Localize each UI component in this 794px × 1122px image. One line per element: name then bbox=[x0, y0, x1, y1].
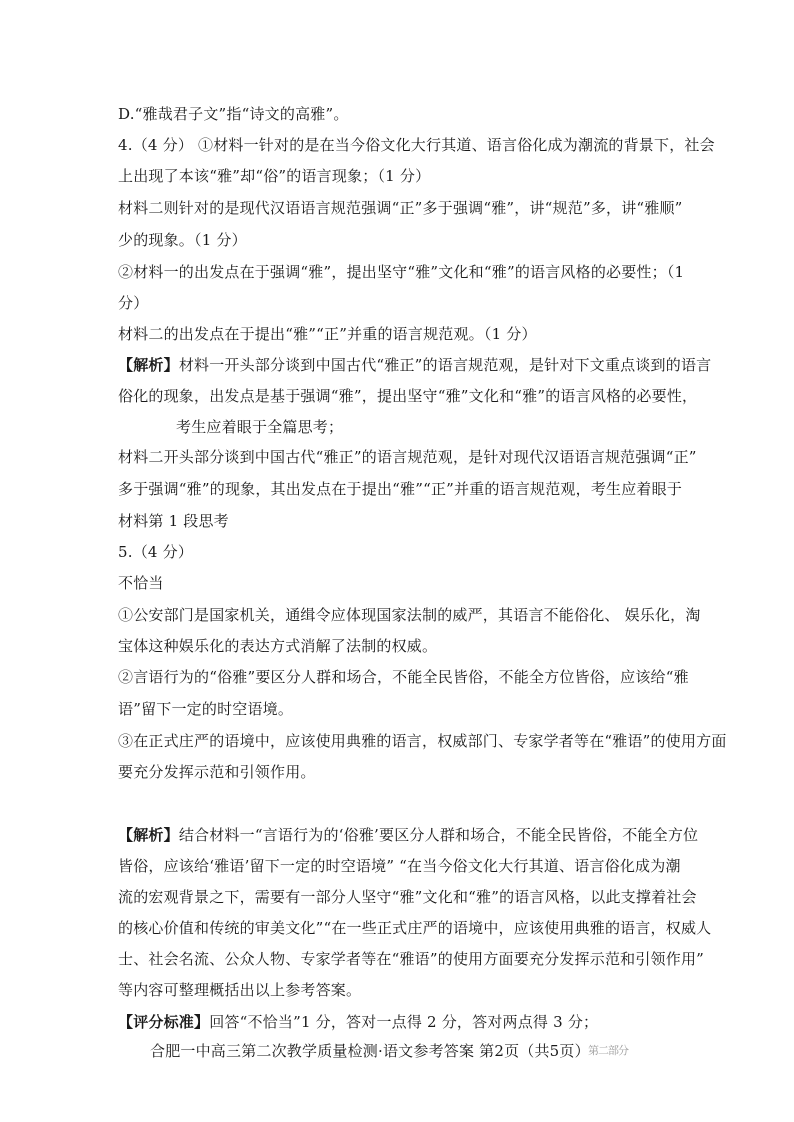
q4-line-1: 4.（4 分） ①材料一针对的是在当今俗文化大行其道、语言俗化成为潮流的背景下，社会 bbox=[118, 136, 715, 154]
scoring-criteria-line bbox=[118, 1012, 598, 1032]
q5-heading: 5.（4 分） bbox=[118, 543, 194, 561]
option-d-line: D.“雅哉君子文”指“诗文的高雅”。 bbox=[118, 105, 349, 123]
q5-analysis-line-2: 皆俗，应该给‘雅语’留下一定的时空语境” “在当今俗文化大行其道、语言俗化成为潮 bbox=[118, 857, 681, 875]
q4-analysis-line-4: 材料二开头部分谈到中国古代“雅正”的语言规范观，是针对现代汉语语言规范强调“正” bbox=[118, 448, 697, 466]
q5-analysis-line-1 bbox=[118, 825, 698, 845]
scoring-tag: 【评分标准】 bbox=[118, 1013, 210, 1031]
q4-line-6: 分） bbox=[118, 294, 149, 312]
q4-analysis-line-3: 考生应着眼于全篇思考； bbox=[176, 418, 344, 436]
q5-line-3: ②言语行为的“俗雅”要区分人群和场合，不能全民皆俗，不能全方位皆俗，应该给“雅 bbox=[118, 668, 689, 686]
q4-line-3: 材料二则针对的是现代汉语语言规范强调“正”多于强调“雅”，讲“规范”多，讲“雅顺” bbox=[118, 199, 683, 217]
q4-analysis-line-5: 多于强调“雅”的现象，其出发点在于提出“雅”“正”并重的语言规范观，考生应着眼于 bbox=[118, 480, 683, 498]
page-footer: 合肥一中高三第二次教学质量检测·语文参考答案 第2页（共5页） bbox=[150, 1042, 590, 1060]
q4-line-4: 少的现象。（1 分） bbox=[118, 231, 247, 249]
scoring-text: 回答“不恰当”1 分，答对一点得 2 分，答对两点得 3 分； bbox=[209, 1013, 599, 1031]
q5-verdict: 不恰当 bbox=[118, 574, 164, 592]
q5-analysis-line-3: 流的宏观背景之下，需要有一部分人坚守“雅”文化和“雅”的语言风格，以此支撑着社会 bbox=[118, 888, 697, 906]
analysis-text: 结合材料一“言语行为的‘俗雅’要区分人群和场合，不能全民皆俗，不能全方位 bbox=[178, 826, 699, 844]
q5-analysis-line-5: 士、社会名流、公众人物、专家学者等在“雅语”的使用方面要充分发挥示范和引领作用” bbox=[118, 950, 705, 968]
analysis-text: 材料一开头部分谈到中国古代“雅正”的语言规范观，是针对下文重点谈到的语言 bbox=[178, 356, 712, 374]
q4-analysis-line-1 bbox=[118, 355, 711, 375]
q4-line-2: 上出现了本该“雅”却“俗”的语言现象；（1 分） bbox=[118, 167, 431, 185]
footer-smudge: 第二部分 bbox=[588, 1044, 628, 1057]
q5-line-4: 语”留下一定的时空语境。 bbox=[118, 700, 294, 718]
q5-line-5: ③在正式庄严的语境中，应该使用典雅的语言，权威部门、专家学者等在“雅语”的使用方面 bbox=[118, 732, 727, 750]
q5-line-2: 宝体这种娱乐化的表达方式消解了法制的权威。 bbox=[118, 637, 438, 655]
analysis-tag: 【解析】 bbox=[118, 826, 179, 844]
q4-line-7: 材料二的出发点在于提出“雅”“正”并重的语言规范观。（1 分） bbox=[118, 325, 537, 343]
analysis-tag: 【解析】 bbox=[118, 356, 179, 374]
q5-analysis-line-4: 的核心价值和传统的审美文化”“在一些正式庄严的语境中，应该使用典雅的语言，权威人 bbox=[118, 919, 712, 937]
q4-analysis-line-6: 材料第 1 段思考 bbox=[118, 512, 229, 530]
q5-line-6: 要充分发挥示范和引领作用。 bbox=[118, 763, 316, 781]
q4-analysis-line-2: 俗化的现象，出发点是基于强调“雅”，提出坚守“雅”文化和“雅”的语言风格的必要性， bbox=[118, 387, 698, 405]
q5-analysis-line-6: 等内容可整理概括出以上参考答案。 bbox=[118, 981, 362, 999]
q5-line-1: ①公安部门是国家机关，通缉令应体现国家法制的威严，其语言不能俗化、 娱乐化，淘 bbox=[118, 606, 701, 624]
q4-line-5: ②材料一的出发点在于强调“雅”，提出坚守“雅”文化和“雅”的语言风格的必要性；（1 bbox=[118, 263, 685, 281]
